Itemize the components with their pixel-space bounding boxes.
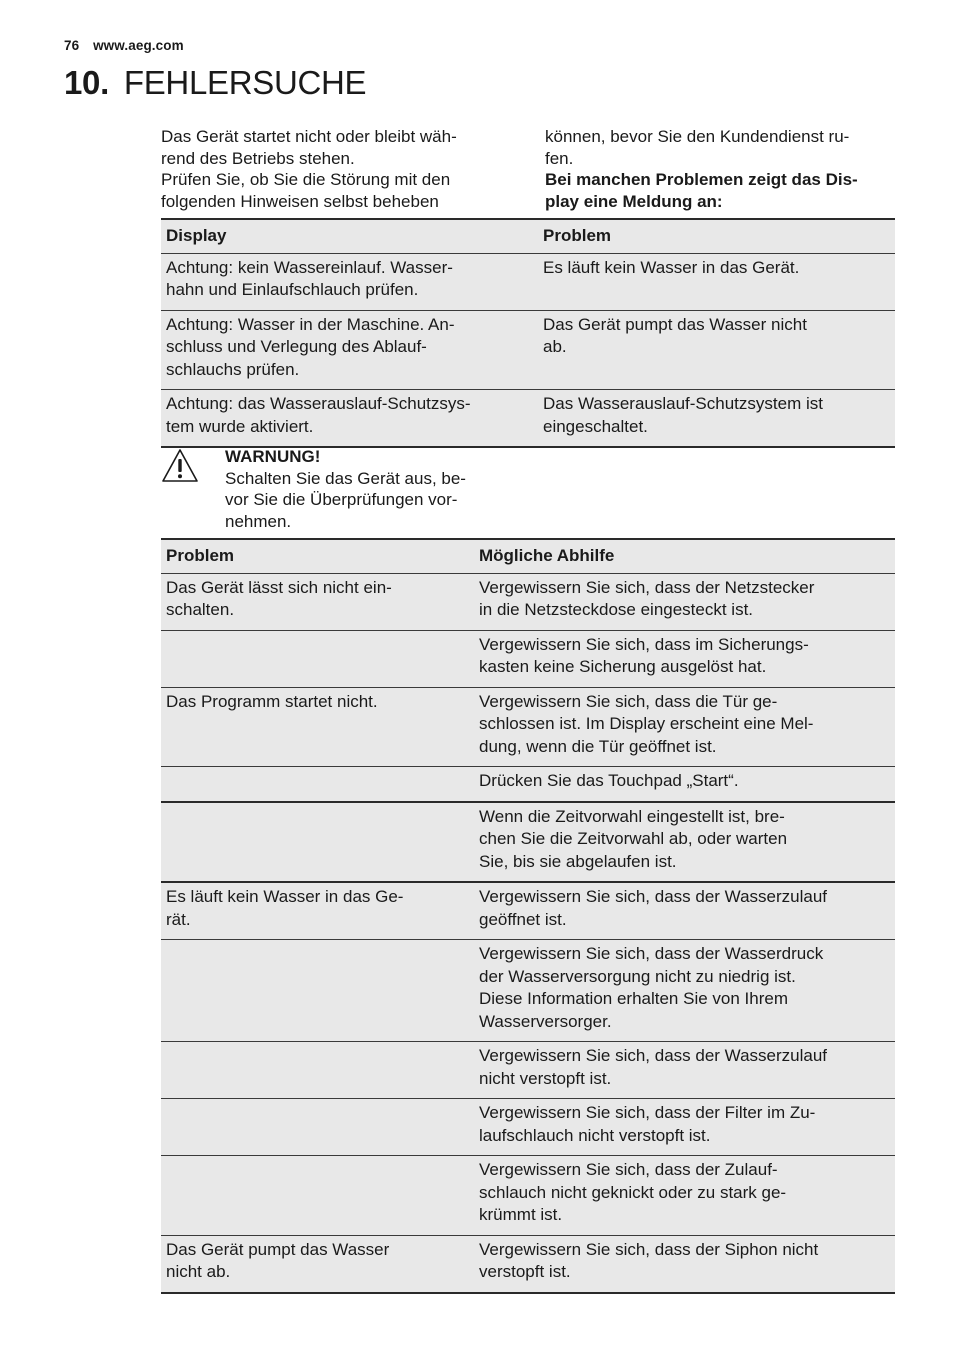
column-header-problem: Problem bbox=[538, 219, 895, 253]
cell-line: Das Gerät pumpt das Wasser bbox=[166, 1239, 390, 1259]
remedy-cell bbox=[474, 1235, 895, 1293]
cell-line: Vergewissern Sie sich, dass der Wasserzulauf bbox=[479, 1046, 828, 1065]
table-row bbox=[161, 767, 895, 802]
problem-cell bbox=[161, 767, 474, 802]
cell-line: Das Gerät lässt sich nicht ein- bbox=[166, 577, 392, 597]
column-header-problem: Problem bbox=[161, 539, 474, 573]
problem-cell bbox=[538, 390, 895, 448]
table-row bbox=[161, 1235, 895, 1293]
cell-line: geöffnet ist. bbox=[479, 909, 567, 929]
intro-line: folgenden Hinweisen selbst beheben bbox=[161, 191, 439, 211]
display-message-table bbox=[161, 218, 895, 448]
intro-line: rend des Betriebs stehen. bbox=[161, 148, 355, 168]
cell-line: der Wasserversorgung nicht zu niedrig ist. bbox=[479, 966, 796, 986]
cell-line: schlauch nicht geknickt oder zu stark ge- bbox=[479, 1182, 787, 1202]
cell-line: ab. bbox=[543, 337, 567, 356]
cell-line: nicht verstopft ist. bbox=[479, 1068, 612, 1088]
cell-line: Achtung: kein Wassereinlauf. Wasser- bbox=[166, 257, 453, 277]
cell-line: nicht ab. bbox=[166, 1262, 231, 1281]
cell-line: Vergewissern Sie sich, dass die Tür ge- bbox=[479, 691, 778, 711]
warning-box bbox=[161, 446, 541, 532]
warning-text bbox=[225, 446, 525, 532]
table-row bbox=[161, 940, 895, 1042]
remedy-cell bbox=[474, 1156, 895, 1236]
cell-line: Es läuft kein Wasser in das Ge- bbox=[166, 887, 404, 906]
problem-cell bbox=[538, 253, 895, 310]
intro-line: Prüfen Sie, ob Sie die Störung mit den bbox=[161, 170, 451, 189]
table-row bbox=[161, 390, 895, 448]
cell-line: Vergewissern Sie sich, dass der Wasserdruck bbox=[479, 944, 824, 963]
warning-title: WARNUNG! bbox=[225, 447, 321, 466]
problem-cell bbox=[161, 940, 474, 1042]
cell-line: Sie, bis sie abgelaufen ist. bbox=[479, 851, 677, 871]
intro-left-column bbox=[161, 126, 511, 212]
remedy-cell bbox=[474, 1099, 895, 1156]
remedy-cell bbox=[474, 882, 895, 940]
cell-line: Vergewissern Sie sich, dass der Netzstecker bbox=[479, 577, 815, 597]
warning-line: nehmen. bbox=[225, 511, 292, 531]
cell-line: hahn und Einlaufschlauch prüfen. bbox=[166, 280, 419, 299]
table-row bbox=[161, 1156, 895, 1236]
table-header-row bbox=[161, 219, 895, 253]
cell-line: schlossen ist. Im Display erscheint eine Mel- bbox=[479, 714, 814, 733]
cell-line: kasten keine Sicherung ausgelöst hat. bbox=[479, 657, 767, 676]
display-message-cell bbox=[161, 390, 538, 448]
intro-bold-line: play eine Meldung an: bbox=[545, 191, 723, 211]
intro-line: können, bevor Sie den Kundendienst ru- bbox=[545, 127, 850, 146]
troubleshooting-table bbox=[161, 538, 895, 1294]
cell-line: Vergewissern Sie sich, dass der Siphon nicht bbox=[479, 1239, 819, 1259]
problem-cell bbox=[161, 573, 474, 630]
table-row bbox=[161, 573, 895, 630]
intro-bold-line: Bei manchen Problemen zeigt das Dis- bbox=[545, 170, 858, 189]
cell-line: Vergewissern Sie sich, dass im Sicherungs- bbox=[479, 634, 809, 654]
remedy-cell bbox=[474, 940, 895, 1042]
remedy-cell bbox=[474, 573, 895, 630]
section-number: 10. bbox=[64, 64, 109, 101]
table-row bbox=[161, 1042, 895, 1099]
cell-line: schalten. bbox=[166, 600, 235, 619]
cell-line: Das Programm startet nicht. bbox=[166, 691, 378, 711]
cell-line: dung, wenn die Tür geöffnet ist. bbox=[479, 736, 717, 756]
intro-right-column bbox=[545, 126, 895, 212]
column-header-remedy: Mögliche Abhilfe bbox=[474, 539, 895, 573]
remedy-cell bbox=[474, 687, 895, 767]
problem-cell bbox=[161, 1156, 474, 1236]
table-row bbox=[161, 253, 895, 310]
table-row bbox=[161, 882, 895, 940]
table-row bbox=[161, 310, 895, 390]
page-header bbox=[64, 38, 184, 53]
section-title-text: FEHLERSUCHE bbox=[123, 64, 367, 101]
problem-cell bbox=[161, 687, 474, 767]
problem-cell bbox=[538, 310, 895, 390]
cell-line: Diese Information erhalten Sie von Ihrem bbox=[479, 989, 788, 1008]
cell-line: Drücken Sie das Touchpad „Start“. bbox=[479, 771, 739, 790]
problem-cell bbox=[161, 1235, 474, 1293]
site-url: www.aeg.com bbox=[93, 38, 184, 53]
cell-line: Wasserversorger. bbox=[479, 1011, 612, 1031]
cell-line: eingeschaltet. bbox=[543, 416, 648, 436]
display-message-cell bbox=[161, 253, 538, 310]
warning-triangle-icon bbox=[161, 448, 199, 484]
problem-cell bbox=[161, 630, 474, 687]
intro-text bbox=[161, 126, 895, 212]
problem-cell bbox=[161, 882, 474, 940]
table-row bbox=[161, 1099, 895, 1156]
table-row bbox=[161, 630, 895, 687]
remedy-cell bbox=[474, 1042, 895, 1099]
cell-line: schluss und Verlegung des Ablauf- bbox=[166, 337, 427, 356]
cell-line: Das Gerät pumpt das Wasser nicht bbox=[543, 314, 807, 334]
display-message-cell bbox=[161, 310, 538, 390]
cell-line: Wenn die Zeitvorwahl eingestellt ist, bre- bbox=[479, 806, 785, 826]
problem-cell bbox=[161, 802, 474, 883]
cell-line: Achtung: Wasser in der Maschine. An- bbox=[166, 314, 455, 334]
problem-cell bbox=[161, 1099, 474, 1156]
cell-line: Achtung: das Wasserauslauf-Schutzsys- bbox=[166, 394, 471, 413]
warning-line: vor Sie die Überprüfungen vor- bbox=[225, 490, 458, 509]
section-title bbox=[64, 64, 366, 102]
cell-line: in die Netzsteckdose eingesteckt ist. bbox=[479, 600, 754, 619]
cell-line: verstopft ist. bbox=[479, 1262, 571, 1281]
cell-line: rät. bbox=[166, 909, 191, 929]
table-row bbox=[161, 802, 895, 883]
table-row bbox=[161, 687, 895, 767]
cell-line: Das Wasserauslauf-Schutzsystem ist bbox=[543, 394, 823, 413]
intro-line: Das Gerät startet nicht oder bleibt wäh- bbox=[161, 127, 457, 146]
remedy-cell bbox=[474, 767, 895, 802]
intro-line: fen. bbox=[545, 148, 574, 168]
cell-line: Vergewissern Sie sich, dass der Zulauf- bbox=[479, 1160, 778, 1179]
cell-line: krümmt ist. bbox=[479, 1205, 563, 1224]
warning-line: Schalten Sie das Gerät aus, be- bbox=[225, 468, 466, 488]
cell-line: tem wurde aktiviert. bbox=[166, 416, 314, 436]
cell-line: laufschlauch nicht verstopft ist. bbox=[479, 1125, 711, 1145]
problem-cell bbox=[161, 1042, 474, 1099]
page-number: 76 bbox=[64, 38, 80, 53]
cell-line: Vergewissern Sie sich, dass der Wasserzulauf bbox=[479, 887, 828, 906]
table-header-row bbox=[161, 539, 895, 573]
remedy-cell bbox=[474, 630, 895, 687]
cell-line: chen Sie die Zeitvorwahl ab, oder warten bbox=[479, 829, 788, 848]
column-header-display: Display bbox=[161, 219, 538, 253]
cell-line: Es läuft kein Wasser in das Gerät. bbox=[543, 257, 800, 277]
cell-line: schlauchs prüfen. bbox=[166, 359, 300, 379]
cell-line: Vergewissern Sie sich, dass der Filter im Zu- bbox=[479, 1103, 816, 1122]
remedy-cell bbox=[474, 802, 895, 883]
